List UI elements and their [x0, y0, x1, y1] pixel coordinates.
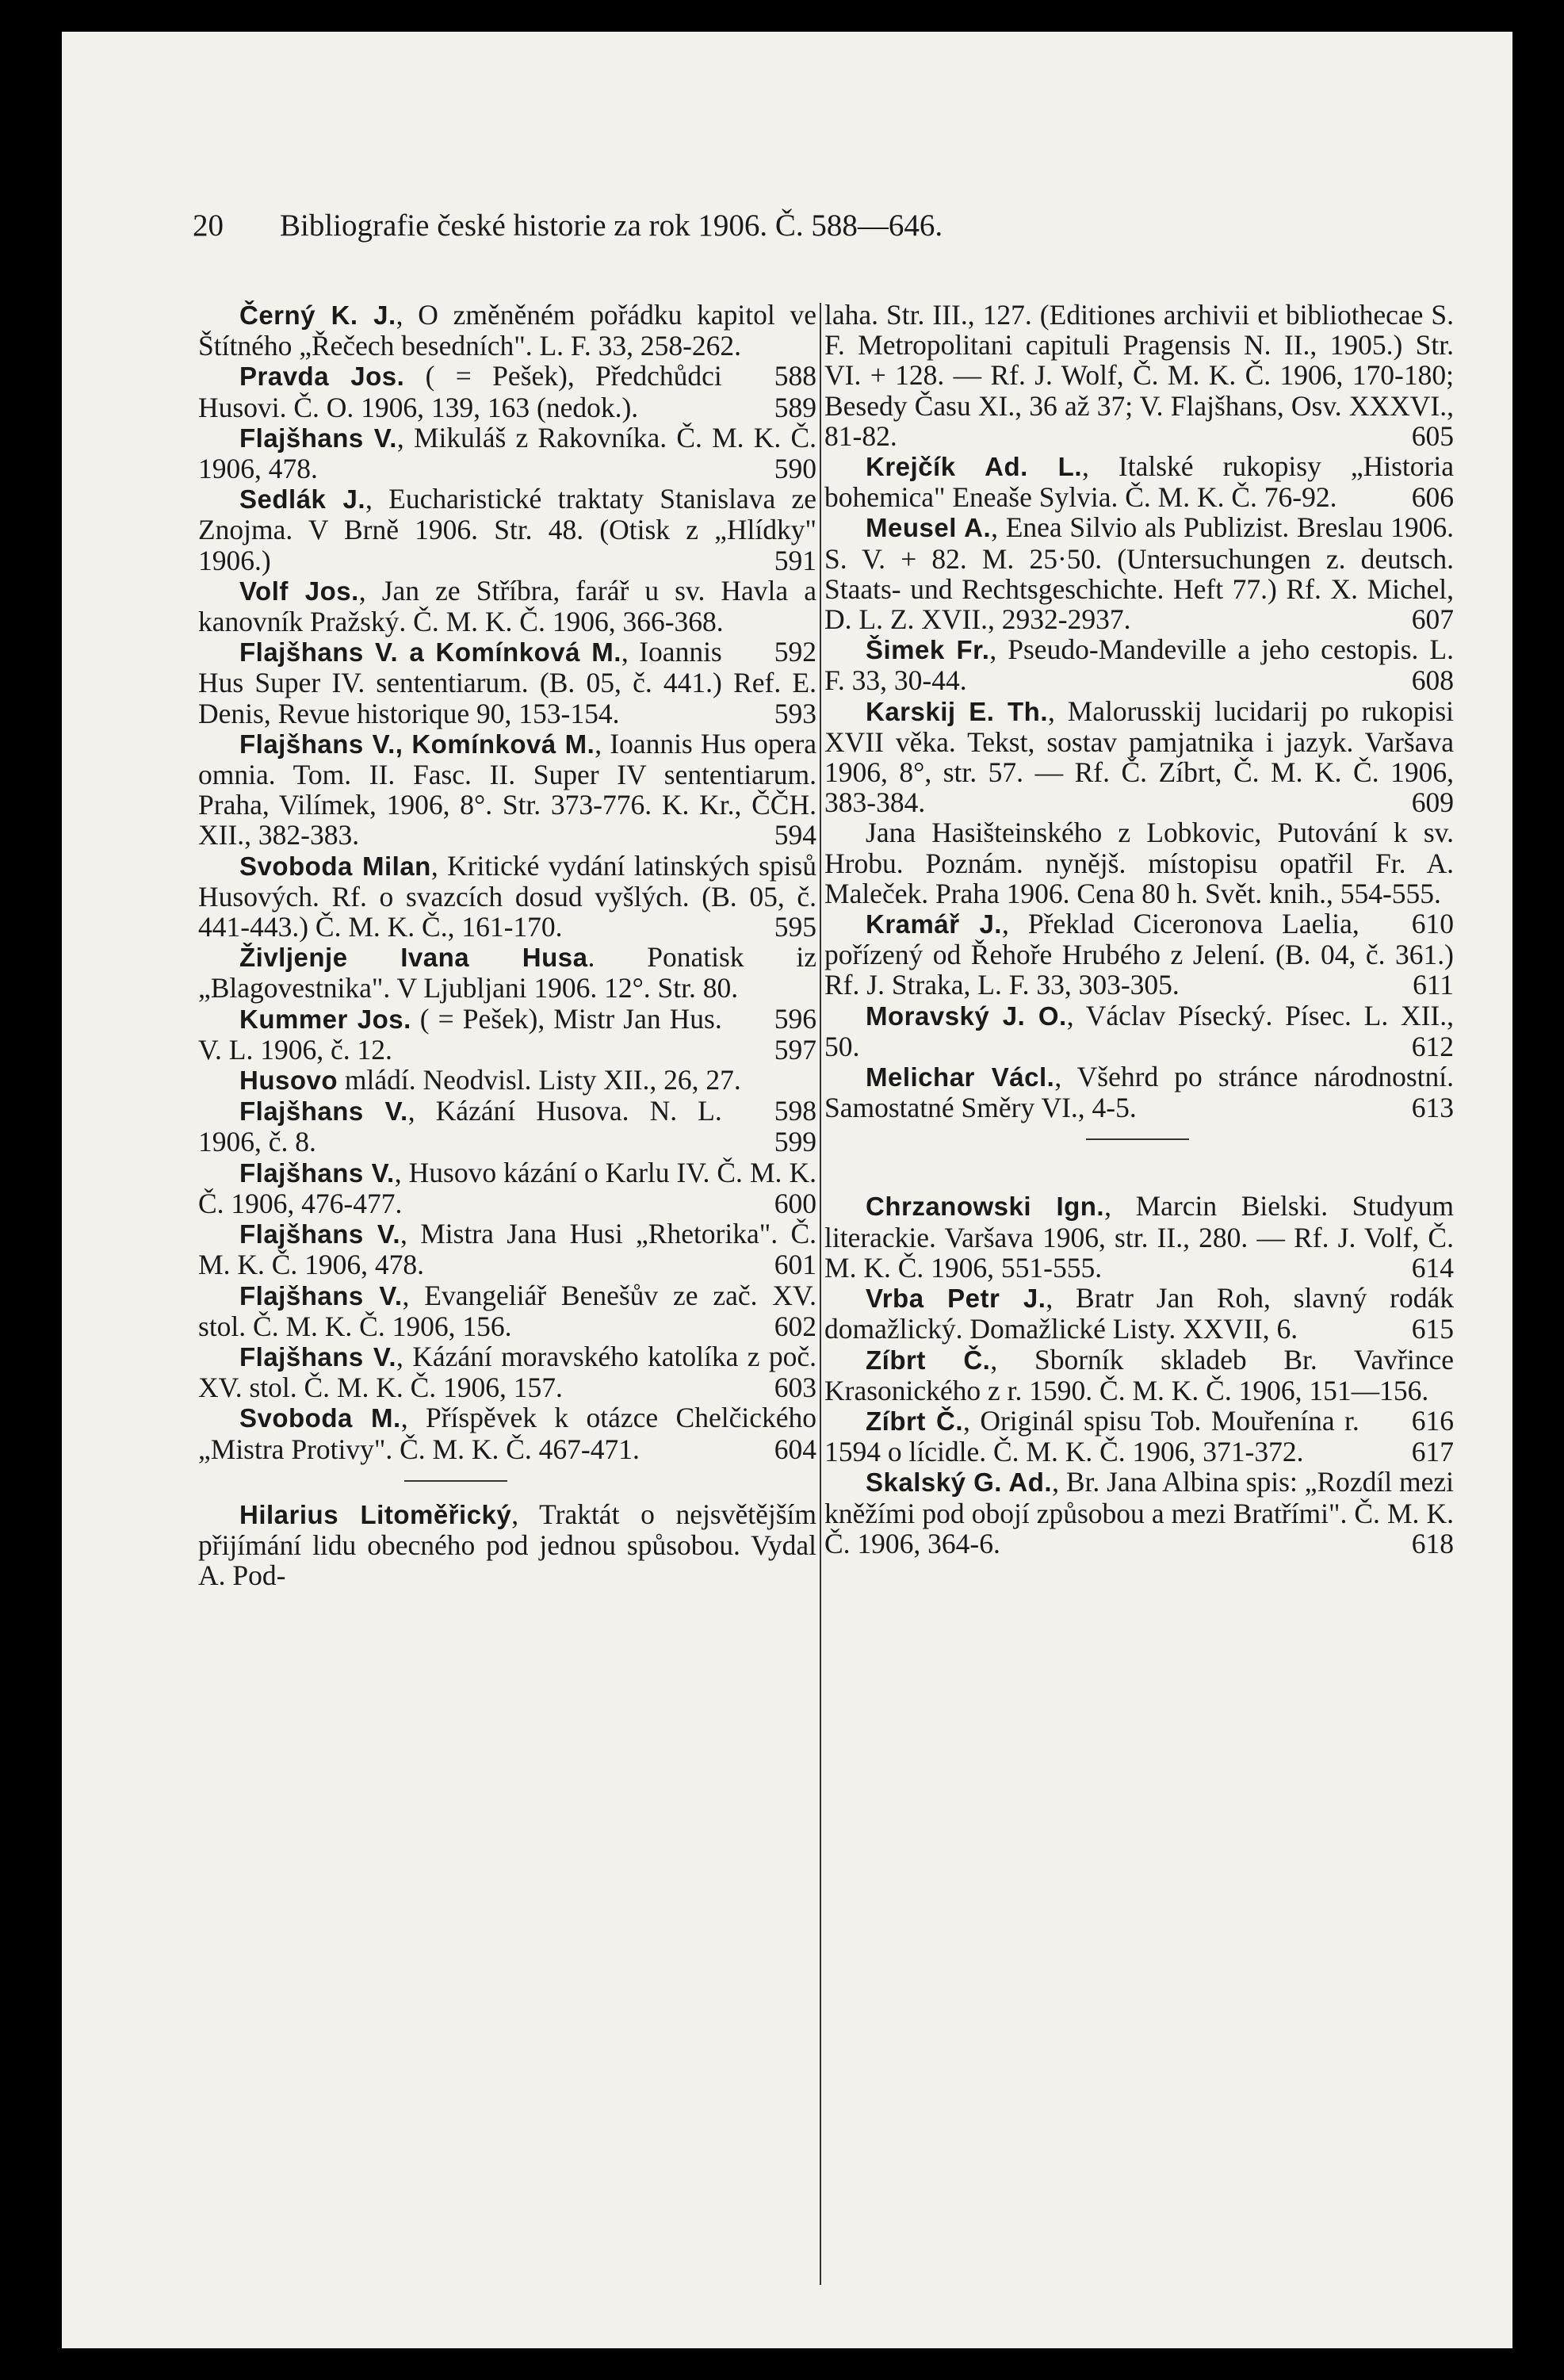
- entry-number: 606: [1411, 481, 1454, 514]
- bibliography-entry: [198, 1219, 816, 1280]
- entry-number: 594: [774, 819, 816, 851]
- page-header: [193, 208, 1207, 244]
- entry-text: , Malorusskij lucidarij po rukopisi XVII věka. Tekst, sostav pamjatnika i jazyk. Varšava 1906, 8°, str. 57. — Rf. Č. Zíbrt, Č. M. K. Č. 1906, 383-384.: [824, 694, 1454, 819]
- entry-author: Flajšhans V. a Komínková M.: [239, 637, 621, 668]
- entry-author: Hilarius Litoměřický: [239, 1499, 512, 1529]
- entry-number: 615: [1411, 1313, 1454, 1345]
- entry-author: Zíbrt Č.: [866, 1406, 964, 1436]
- entry-author: Kramář J.: [866, 909, 1002, 939]
- entry-text: , Italské rukopisy „Historia bohemica" Eneaše Sylvia. Č. M. K. Č. 76-92.: [824, 450, 1454, 514]
- entry-number: 589: [774, 391, 816, 423]
- entry-number: 603: [774, 1372, 816, 1404]
- entry-text: , Evangeliář Benešův ze zač. XV. stol. Č. M. K. Č. 1906, 156.: [198, 1279, 816, 1342]
- entry-author: Chrzanowski Ign.: [866, 1192, 1105, 1222]
- entry-number: 608: [1411, 664, 1454, 697]
- entry-number: 612: [1411, 1030, 1454, 1062]
- entry-text: laha. Str. III., 127. (Editiones archivii et bibliothecae S. F. Metropolitani capituli Pragensis N. II., 1905.) Str. VI. + 128. — Rf. J. Wolf, Č. M. K. Č. 1906, 170-180; Besedy Času XI., 36 až 37; V. Flajšhans, Osv. XXXVI., 81-82.: [824, 299, 1454, 452]
- entry-author: Pravda Jos.: [239, 362, 405, 392]
- page-number: 20: [193, 209, 224, 243]
- bibliography-entry: [198, 1499, 816, 1591]
- entry-text: , Překlad Ciceronova Laelia, pořízený od Řehoře Hrubého z Jelení. (B. 04, č. 361.) Rf. J. Straka, L. F. 33, 303-305.: [824, 908, 1454, 1001]
- bibliography-entry: [824, 451, 1454, 512]
- entry-text: , Originál spisu Tob. Mouřenína r. 1594 o lícidle. Č. M. K. Č. 1906, 371-372.: [824, 1404, 1359, 1468]
- entry-number: 597: [774, 1033, 816, 1066]
- entry-number: 617: [1411, 1436, 1454, 1468]
- entry-text: , Jan ze Stříbra, farář u sv. Havla a kanovník Pražský. Č. M. K. Č. 1906, 366-368.: [198, 574, 816, 638]
- bibliography-entry: [198, 1402, 816, 1464]
- bibliography-entry: [824, 1467, 1454, 1559]
- bibliography-entry: [198, 1157, 816, 1219]
- entry-text: mládí. Neodvisl. Listy XII., 26, 27.: [338, 1064, 741, 1096]
- entry-number: 607: [1411, 603, 1454, 636]
- section-rule: [824, 1123, 1454, 1157]
- entry-number: 618: [1411, 1527, 1454, 1559]
- entry-text: , Traktát o nejsvětějším přijímání lidu obecného pod jednou spůsobou. Vydal A. Pod-: [198, 1498, 817, 1592]
- entry-number: 610: [1411, 908, 1454, 940]
- entry-number: 596: [774, 1002, 816, 1035]
- entry-number: 616: [1411, 1404, 1454, 1437]
- entry-author: Volf Jos.: [239, 576, 359, 606]
- entry-number: 611: [1413, 969, 1454, 1001]
- entry-text: , Kázání Husova. N. L. 1906, č. 8.: [198, 1095, 722, 1158]
- entry-author: Husovo: [239, 1066, 338, 1096]
- entry-text: , Václav Písecký. Písec. L. XII., 50.: [824, 999, 1455, 1062]
- entry-author: Karskij E. Th.: [866, 696, 1048, 726]
- entry-text: , Mikuláš z Rakovníka. Č. M. K. Č. 1906, 478.: [198, 421, 817, 485]
- section-rule: [198, 1464, 816, 1499]
- entry-text: , Ioannis Hus Super IV. sententiarum. (B. 05, č. 441.) Ref. E. Denis, Revue historique 90, 153-154.: [198, 636, 816, 729]
- bibliography-entry: [198, 1280, 816, 1341]
- entry-author: Černý K. J.: [239, 300, 396, 330]
- entry-number: 604: [774, 1433, 816, 1465]
- entry-author: Meusel A.: [866, 513, 992, 543]
- entry-text: , Mistra Jana Husi „Rhetorika". Č. M. K. Č. 1906, 478.: [198, 1218, 816, 1281]
- entry-number: 614: [1411, 1251, 1454, 1284]
- entry-author: Flajšhans V.: [239, 1219, 400, 1249]
- entry-text: , Všehrd po stránce národnostní. Samostatné Směry VI., 4-5.: [824, 1061, 1455, 1124]
- bibliography-entry: [824, 1001, 1454, 1062]
- entry-author: Flajšhans V.: [239, 1157, 395, 1188]
- entry-number: 592: [774, 636, 816, 668]
- bibliography-entry: [824, 300, 1454, 451]
- entry-author: Flajšhans V., Komínková M.: [239, 729, 595, 759]
- bibliography-entry: [198, 423, 816, 484]
- entry-text: . Ponatisk iz „Blagovestnika". V Ljubljani 1906. 12°. Str. 80.: [198, 941, 816, 1004]
- entry-number: 605: [1411, 419, 1454, 452]
- entry-number: 600: [774, 1187, 816, 1219]
- entry-author: Kummer Jos.: [239, 1004, 411, 1034]
- entry-text: , Ioannis Hus opera omnia. Tom. II. Fasc. II. Super IV sententiarum. Praha, Vilímek, 1906, 8°. Str. 373-776. K. Kr., ČČH. XII., 382-383.: [198, 727, 816, 851]
- entry-text: , O změněném pořádku kapitol ve Štítného „Řečech besedních". L. F. 33, 258-262.: [198, 299, 816, 362]
- entry-number: 599: [774, 1126, 816, 1158]
- entry-text: , Kritické vydání latinských spisů Husových. Rf. o svazcích dosud vyšlých. (B. 05, č. 441-443.) Č. M. K. Č., 161-170.: [198, 849, 816, 943]
- entry-text: , Pseudo-Mandeville a jeho cestopis. L. F. 33, 30-44.: [824, 633, 1454, 697]
- bibliography-entry: [198, 729, 816, 851]
- entry-author: Svoboda M.: [239, 1403, 401, 1433]
- entry-text: , Marcin Bielski. Studyum literackie. Varšava 1906, str. II., 280. — Rf. J. Volf, Č. M. K. Č. 1906, 551-555.: [824, 1190, 1454, 1284]
- bibliography-entry: [198, 1341, 816, 1402]
- entry-author: Flajšhans V.: [239, 1280, 403, 1311]
- entry-number: 591: [774, 544, 816, 576]
- entry-text: ( = Pešek), Mistr Jan Hus. V. L. 1906, č. 12.: [198, 1002, 722, 1066]
- entry-author: Flajšhans V.: [239, 1096, 408, 1127]
- entry-author: Šimek Fr.: [866, 635, 990, 665]
- bibliography-entry: [824, 1062, 1454, 1123]
- entry-number: 602: [774, 1310, 816, 1342]
- entry-author: Skalský G. Ad.: [866, 1467, 1053, 1498]
- entry-number: 588: [774, 360, 816, 392]
- bibliography-entry: [198, 851, 816, 943]
- bibliography-entry: [198, 484, 816, 576]
- running-title: Bibliografie české historie za rok 1906. Č. 588—646.: [280, 209, 943, 243]
- entry-author: Flajšhans V.: [239, 423, 397, 453]
- left-column: [198, 300, 816, 1590]
- bibliography-entry: [824, 696, 1454, 818]
- entry-text: , Bratr Jan Roh, slavný rodák domažlický. Domažlické Listy. XXVII, 6.: [824, 1282, 1454, 1345]
- entry-author: Sedlák J.: [239, 484, 365, 515]
- entry-text: Jana Hasišteinského z Lobkovic, Putování k sv. Hrobu. Poznám. nynějš. místopisu opatřil Fr. A. Maleček. Praha 1906. Cena 80 h. Svět. knih., 554-555.: [824, 817, 1454, 909]
- bibliography-entry: [824, 1191, 1454, 1283]
- entry-author: Melichar Václ.: [866, 1062, 1055, 1092]
- entry-number: 598: [774, 1095, 816, 1127]
- entry-number: 609: [1411, 786, 1454, 819]
- entry-author: Krejčík Ad. L.: [866, 452, 1082, 482]
- entry-number: 590: [774, 453, 816, 485]
- entry-author: Moravský J. O.: [866, 1001, 1067, 1031]
- entry-text: , Husovo kázání o Karlu IV. Č. M. K. Č. 1906, 476-477.: [198, 1156, 816, 1219]
- entry-text: , Eucharistické traktaty Stanislava ze Znojma. V Brně 1906. Str. 48. (Otisk z „Hlídky" 1906.): [198, 483, 816, 576]
- bibliography-entry: [824, 1283, 1454, 1344]
- bibliography-entry: [824, 634, 1454, 695]
- entry-author: Vrba Petr J.: [866, 1284, 1046, 1314]
- entry-author: Svoboda Milan: [239, 851, 431, 881]
- entry-author: Flajšhans V.: [239, 1341, 397, 1372]
- entry-text: , Kázání moravského katolíka z poč. XV. stol. Č. M. K. Č. 1906, 157.: [198, 1340, 816, 1404]
- entry-text: , Enea Silvio als Publizist. Breslau 1906. S. V. + 82. M. 25·50. (Untersuchungen z. deutsch. Staats- und Rechtsgeschichte. Heft 77.) Rf. X. Michel, D. L. Z. XVII., 2932-2937.: [824, 511, 1454, 636]
- entry-text: , Br. Jana Albina spis: „Rozdíl mezi kněžími pod obojí způsobou a mezi Bratřími". Č. M. K. Č. 1906, 364-6.: [824, 1466, 1454, 1559]
- bibliography-entry: [824, 512, 1454, 634]
- right-column: [824, 300, 1454, 1559]
- entry-text: , Sborník skladeb Br. Vavřince Krasonického z r. 1590. Č. M. K. Č. 1906, 151—156.: [824, 1343, 1454, 1406]
- entry-text: ( = Pešek), Předchůdci Husovi. Č. O. 1906, 139, 163 (nedok.).: [198, 360, 722, 423]
- entry-author: Življenje Ivana Husa: [239, 943, 588, 973]
- entry-author: Zíbrt Č.: [866, 1345, 991, 1375]
- entry-text: , Příspěvek k otázce Chelčického „Mistra Protivy". Č. M. K. Č. 467-471.: [198, 1402, 816, 1465]
- entry-number: 593: [774, 697, 816, 729]
- column-divider: [820, 303, 821, 2285]
- entry-number: 613: [1411, 1092, 1454, 1124]
- entry-number: 595: [774, 911, 816, 943]
- entry-number: 601: [774, 1249, 816, 1281]
